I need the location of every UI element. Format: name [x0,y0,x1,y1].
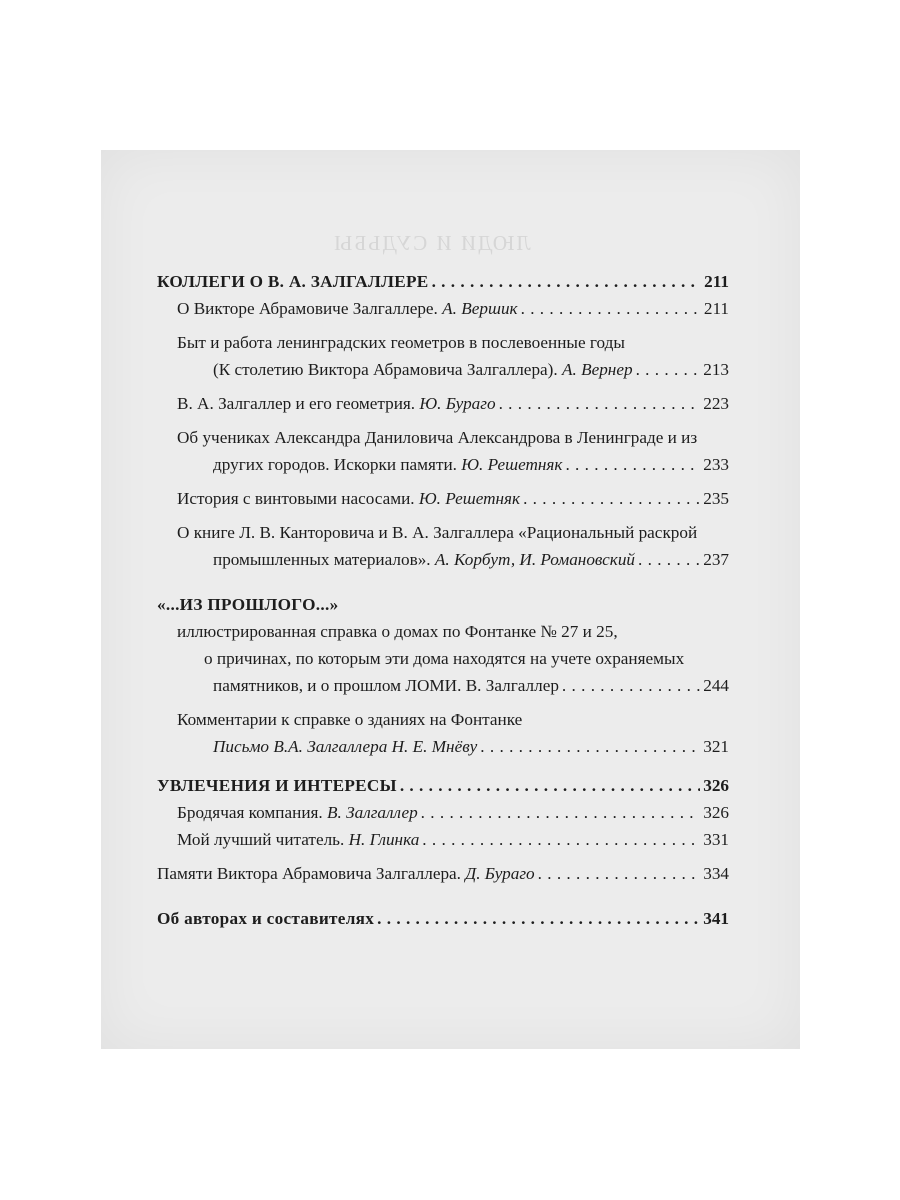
toc-entry[interactable] [157,329,729,383]
entry-title-line: Комментарии к справке о зданиях на Фонтанке [177,710,523,729]
dot-leader [565,451,700,478]
page-number: 211 [703,299,729,318]
toc-entry-about-authors[interactable] [157,905,729,932]
entry-title: промышленных материалов». [213,550,431,569]
toc-entry[interactable] [157,390,729,417]
entry-author: Ю. Решетняк [461,455,563,474]
toc-entry[interactable] [157,519,729,573]
entry-title-line: Об учениках Александра Даниловича Александрова в Ленинграде и из [177,428,698,447]
page-number: 244 [703,676,729,695]
section-heading-from-the-past[interactable] [157,591,729,618]
entry-author: А. Корбут, И. Романовский [434,550,636,569]
section-title: УВЛЕЧЕНИЯ И ИНТЕРЕСЫ [157,776,397,795]
page-number: 326 [703,776,729,795]
section-title: Об авторах и составителях [157,909,375,928]
entry-author: А. Вернер [561,360,633,379]
page-number: 213 [703,360,729,379]
dot-leader [421,799,701,826]
page-number: 235 [703,489,729,508]
table-of-contents [157,268,729,932]
dot-leader [562,672,700,699]
entry-title: других городов. Искорки памяти. [213,455,457,474]
entry-title: Бродячая компания. [177,803,323,822]
entry-author: В. Залгаллер [327,803,418,822]
toc-entry[interactable] [157,826,729,853]
dot-leader [377,905,700,932]
dot-leader [432,268,702,295]
entry-author: Ю. Решетняк [418,489,521,508]
page-number: 341 [703,909,729,928]
dot-leader [400,772,700,799]
dot-leader [636,356,701,383]
toc-entry-memory[interactable] [157,860,729,887]
entry-author: Письмо В.А. Залгаллера Н. Е. Мнёву [213,737,478,756]
toc-entry[interactable] [157,424,729,478]
entry-author: В. Залгаллер [465,676,559,695]
entry-title: Мой лучший читатель. [177,830,345,849]
page-number: 321 [703,737,729,756]
page-number: 334 [703,864,729,883]
toc-entry[interactable] [157,485,729,512]
dot-leader [521,295,701,322]
entry-author: Н. Глинка [348,830,420,849]
entry-title-line: Быт и работа ленинградских геометров в послевоенные годы [177,333,625,352]
page-number: 237 [703,550,729,569]
page-number: 331 [703,830,729,849]
entry-title: О Викторе Абрамовиче Залгаллере. [177,299,438,318]
page-number: 223 [703,394,729,413]
entry-title: Памяти Виктора Абрамовича Залгаллера. [157,864,461,883]
section-heading-hobbies[interactable] [157,772,729,799]
dot-leader [480,733,700,760]
entry-author: А. Вершик [442,299,518,318]
entry-title: История с винтовыми насосами. [177,489,415,508]
entry-title: (К столетию Виктора Абрамовича Залгаллера). [213,360,558,379]
toc-entry[interactable] [157,295,729,322]
entry-title: памятников, и о прошлом ЛОМИ. [213,676,462,695]
dot-leader [538,860,701,887]
entry-author: Ю. Бураго [419,394,496,413]
entry-title-line: о причинах, по которым эти дома находятся на учете охраняемых [204,649,685,668]
page-number: 233 [703,455,729,474]
entry-author: Д. Бураго [465,864,535,883]
toc-entry[interactable] [157,799,729,826]
show-through-title: ЛЮДИ И СУДЬБЫ [332,231,531,255]
section-title: КОЛЛЕГИ О В. А. ЗАЛГАЛЛЕРЕ [157,272,429,291]
section-heading-colleagues[interactable] [157,268,729,295]
toc-entry[interactable] [157,706,729,760]
page-number: 326 [703,803,729,822]
entry-title: В. А. Залгаллер и его геометрия. [177,394,416,413]
entry-title-line: иллюстрированная справка о домах по Фонтанке № 27 и 25, [177,622,618,641]
dot-leader [499,390,701,417]
entry-title-line: О книге Л. В. Канторовича и В. А. Залгаллера «Рациональный раскрой [177,523,698,542]
dot-leader [523,485,700,512]
dot-leader [422,826,700,853]
dot-leader [638,546,700,573]
page-number: 211 [704,272,729,291]
section-title: «...ИЗ ПРОШЛОГО...» [157,595,339,614]
toc-entry[interactable] [157,618,729,699]
